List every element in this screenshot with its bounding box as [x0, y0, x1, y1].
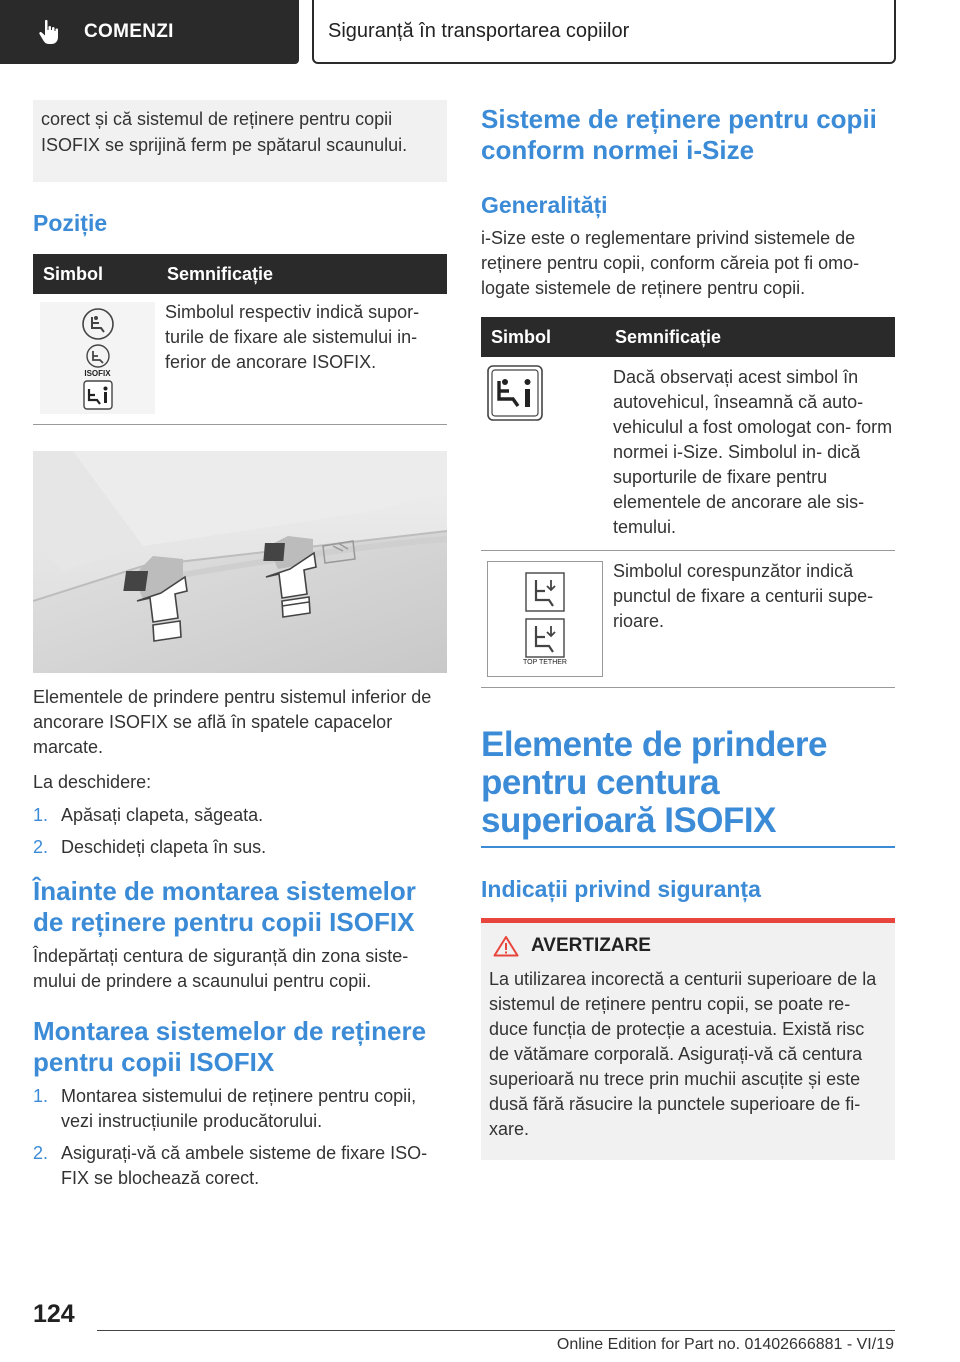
list-item	[33, 1141, 447, 1191]
isofix-symbol-cell	[40, 302, 155, 414]
warning-title-row	[493, 935, 887, 957]
table2-row1-meaning: Dacă observați acest simbol în autovehicul, înseamnă că auto- vehiculul a fost omologat con- form normei i-Size. Simbolul in- dică suporturile de fixare pentru elementele de ancorare ale sis- temului.	[605, 357, 895, 551]
chapter-tab[interactable]	[0, 0, 299, 64]
isize-symbol-icon	[487, 365, 543, 421]
table-row	[481, 357, 895, 551]
warning-text: La utilizarea incorectă a centurii superioare de la sistemul de reținere pentru copii, se poate re- duce funcția de protecție a acestuia. Există risc de vătămare corporală. Asigurați-vă că centura superioară nu trece prin muchii ascuțite și este dusă fără răsucire la punctele superioare de fi- xare.	[489, 969, 877, 1139]
continuation-text: corect și că sistemul de reținere pentru copii ISOFIX se sprijină ferm pe spătarul scaunului.	[41, 109, 408, 155]
mounting-heading: Montarea sistemelor de reținere pentru copii ISOFIX	[33, 1016, 427, 1077]
seat-illustration	[33, 451, 447, 673]
isize-symbol-table	[481, 317, 895, 688]
before-mounting-heading: Înainte de montarea sistemelor de reținere pentru copii ISOFIX	[33, 876, 416, 937]
chapter-title: Siguranță în transportarea copiilor	[312, 0, 896, 64]
mount-steps-list	[33, 1084, 447, 1191]
isofix-label: ISOFIX	[84, 368, 111, 378]
warning-title: AVERTIZARE	[531, 935, 651, 956]
list-item	[33, 803, 447, 828]
step-number: 1.	[33, 1086, 49, 1106]
table2-row2-meaning: Simbolul corespunzător indică punctul de fixare a centurii supe- rioare.	[605, 551, 895, 688]
isofix-seat-icon	[81, 307, 115, 341]
top-tether-icon	[525, 572, 565, 612]
isofix-symbol-table	[33, 254, 447, 425]
table2-header-meaning: Semnificație	[605, 317, 895, 357]
hand-pointer-icon	[38, 19, 62, 45]
photo-caption: Elementele de prindere pentru sistemul inferior de ancorare ISOFIX se află în spatele capacelor marcate.	[33, 687, 432, 757]
isofix-labeled-icon	[83, 343, 113, 378]
right-column	[481, 100, 895, 1160]
warning-box	[481, 923, 895, 1160]
table1-header-meaning: Semnificație	[157, 254, 447, 294]
footer-divider	[97, 1330, 895, 1331]
top-tether-seat-icon	[525, 618, 565, 658]
top-tether-labeled-icon	[523, 618, 567, 667]
pozitie-heading: Poziție	[33, 210, 108, 236]
isofix-seat-small-icon	[83, 343, 113, 369]
isofix-info-icon	[83, 380, 113, 410]
general-text: i-Size este o reglementare privind sistemele de reținere pentru copii, conform căreia pot fi omo- logate sistemele de reținere pentru copii.	[481, 228, 860, 298]
list-item	[33, 1084, 447, 1134]
chapter-tab-label: COMENZI	[84, 21, 174, 42]
isize-heading: Sisteme de reținere pentru copii conform normei i-Size	[481, 104, 877, 165]
heading-divider	[481, 846, 895, 848]
page-number: 124	[33, 1300, 75, 1328]
top-tether-symbol-cell	[487, 561, 603, 677]
table1-header-symbol: Simbol	[33, 254, 157, 294]
continuation-box	[33, 100, 447, 182]
table1-meaning-cell: Simbolul respectiv indică supor- turile de fixare ale sistemului in- ferior de ancorare ISOFIX.	[157, 294, 447, 425]
isofix-anchor-photo	[33, 451, 447, 673]
table-row	[481, 551, 895, 688]
step-text: Apăsați clapeta, săgeata.	[61, 805, 264, 825]
general-heading: Generalități	[481, 192, 608, 218]
step-number: 2.	[33, 837, 49, 857]
step-text: Asigurați-vă că ambele sisteme de fixare ISO- FIX se blochează corect.	[61, 1143, 428, 1188]
left-column	[33, 100, 447, 1198]
safety-heading: Indicații privind siguranța	[481, 876, 761, 902]
warning-triangle-icon	[493, 935, 519, 957]
edition-text: Online Edition for Part no. 01402666881 - VI/19	[556, 1336, 894, 1353]
open-steps-list	[33, 803, 447, 860]
step-text: Deschideți clapeta în sus.	[61, 837, 267, 857]
top-tether-label: TOP TETHER	[523, 658, 567, 666]
before-mounting-text: Îndepărtați centura de siguranță din zona siste- mului de prindere a scaunului pentru copii.	[33, 946, 409, 991]
step-number: 1.	[33, 805, 49, 825]
open-intro: La deschidere:	[33, 772, 152, 792]
table-row	[33, 294, 447, 425]
list-item	[33, 835, 447, 860]
step-text: Montarea sistemului de reținere pentru copii, vezi instrucțiunile producătorului.	[61, 1086, 417, 1131]
step-number: 2.	[33, 1143, 49, 1163]
table2-header-symbol: Simbol	[481, 317, 605, 357]
top-tether-section-heading: Elemente de prindere pentru centura superioară ISOFIX	[481, 725, 827, 840]
